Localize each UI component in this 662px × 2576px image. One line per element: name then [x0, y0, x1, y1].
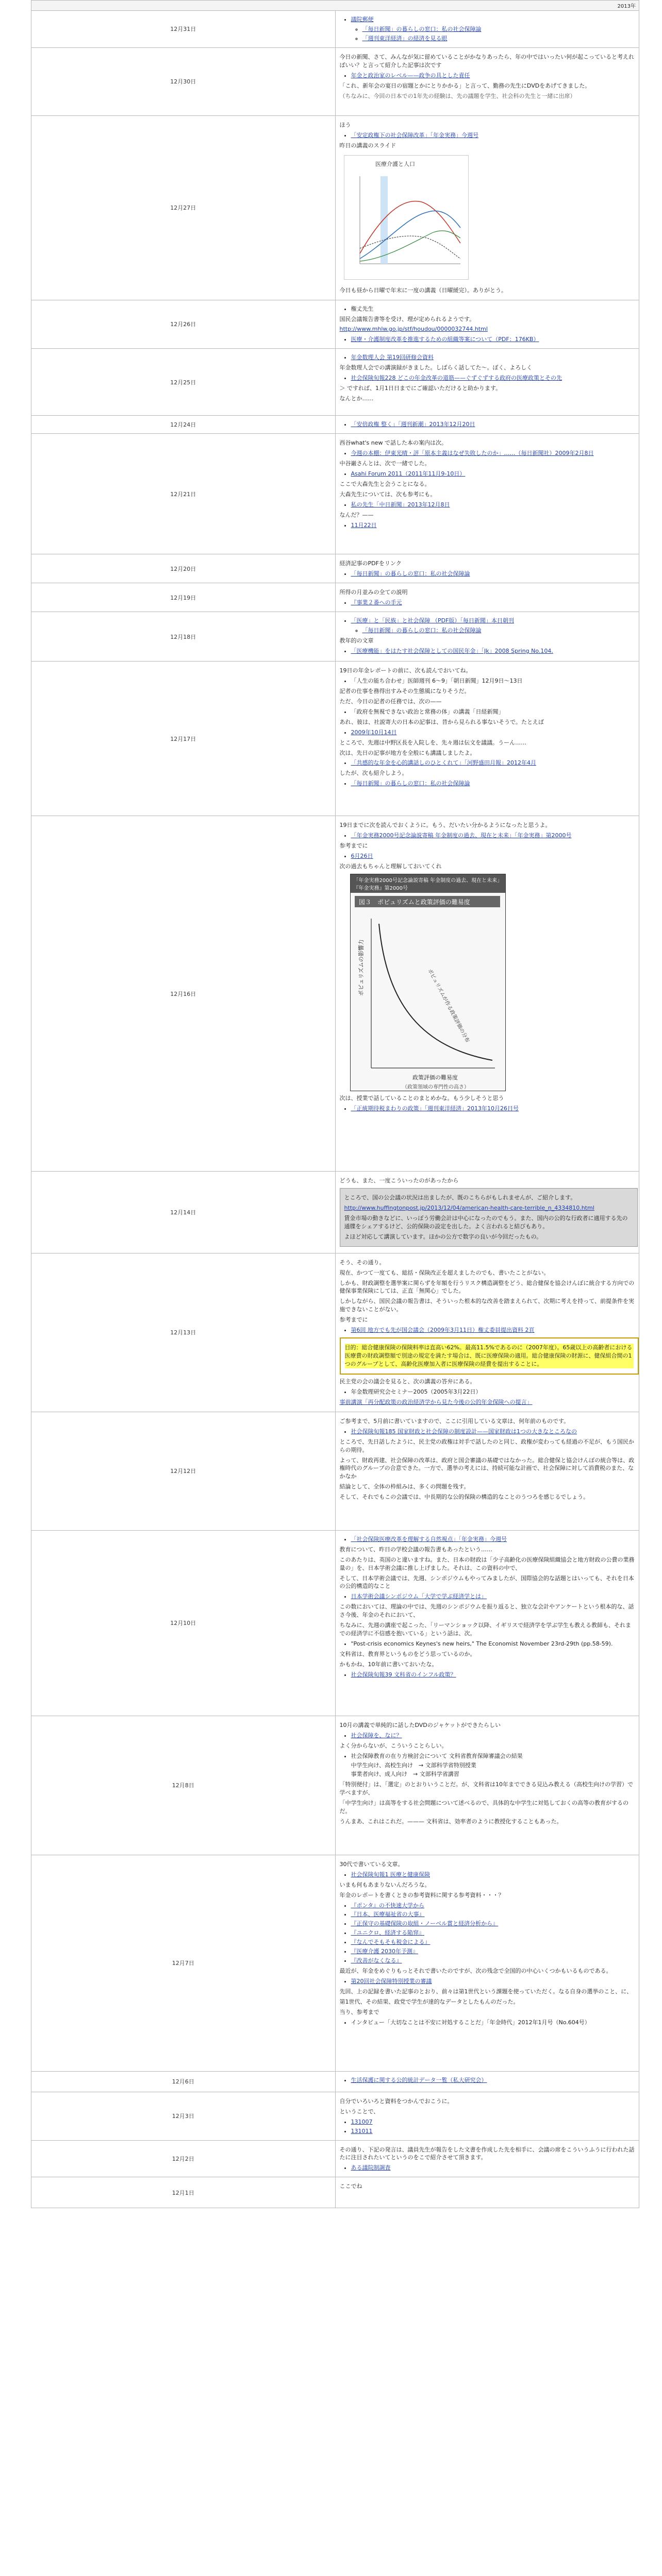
entry-text: 19日の年金レポートの前に、次も読んでおいてね。 [339, 667, 472, 674]
entry-link[interactable]: 『事業２番への手元 [351, 599, 402, 606]
chart-band [380, 176, 388, 264]
link-list [351, 353, 635, 362]
list-item [351, 1902, 635, 1910]
figure-curve-label: ポピュリズムが作る政策評価の分布 [426, 968, 470, 1044]
entry-row [31, 300, 639, 349]
entry-text: 参考までに [339, 1316, 368, 1324]
entry-text: 今日の新聞、さて、みんなが気に留めていることがかなりあったら、年の中ではいったい何が起こっていると考えればいい？と言って紹介した記事は次です [339, 53, 634, 69]
list-item: 中学生向け、高校生向け → 文部科学省特別授業 [351, 1761, 476, 1769]
entry-row [31, 612, 639, 662]
year-label: 2013年 [31, 1, 639, 11]
entry-link[interactable]: 第6回 地方でも先が国会議会（2009年3月11日）権丈委員提出資料 2頁 [351, 1327, 535, 1334]
list-item [351, 728, 635, 737]
entry-link[interactable]: 「医療」と「民族」と社会保障 （PDF版）「毎日新聞」本日朝刊 [351, 617, 514, 624]
link-list [351, 1592, 635, 1601]
list-item [351, 449, 635, 457]
entry-link[interactable]: 2009年10月14日 [351, 728, 397, 736]
entry-body [335, 554, 639, 583]
text-list [351, 1388, 635, 1396]
entry-date: 12月20日 [31, 554, 336, 583]
entry-row [31, 1716, 639, 1855]
link-list [351, 420, 635, 429]
link-list [351, 470, 635, 478]
entry-body [335, 1716, 639, 1855]
entry-body [335, 416, 639, 434]
text-list [351, 708, 635, 716]
entry-date: 12月25日 [31, 349, 336, 416]
entry-text: 年金のレポートを書くときの参考資料に関する参考資料・・・？ [339, 1891, 504, 1899]
quote-block [340, 1188, 638, 1247]
entry-link[interactable]: 「毎日新聞」の暮らしの窓口：私の社会保障論 [351, 570, 470, 578]
entry-link[interactable]: 年金数理人会 第19回研修会資料 [351, 354, 434, 361]
entry-url[interactable]: http://www.huffingtonpost.jp/2013/12/04/american-health-care-terrible_n_4334810.html [344, 1204, 594, 1211]
figure-title: 図３ ポピュリズムと政策評価の難易度 [358, 898, 470, 906]
link-list [351, 832, 635, 840]
figure-ylabel: ポピュリズムの影響力 [357, 939, 365, 996]
journal-wrapper [31, 0, 639, 2208]
entry-text: 今日も昼から日曜で年末に一度の講義（日曜緩完）。ありがとう。 [339, 286, 507, 294]
entry-text: 19日までに次を読んでおくように。もう、だいたい分かるようになったと思うよ。 [339, 822, 551, 828]
entry-body [335, 2092, 639, 2140]
entry-link[interactable]: 131007 [351, 2118, 373, 2125]
list-item [351, 1428, 635, 1436]
entry-date: 12月24日 [31, 416, 336, 434]
entry-text: 民主党の会の議会を見ると、次の講義の答弁にある。 [339, 1378, 476, 1385]
entry-body [335, 1253, 639, 1412]
entry-text: 国民会議報告書等を受け、理が定められるようです。 [339, 315, 475, 323]
entry-text: 大森先生については、次も参考にも。 [339, 490, 436, 498]
link-list [351, 779, 635, 788]
entry-date: 12月2日 [31, 2140, 336, 2177]
entry-date: 12月26日 [31, 300, 336, 349]
entry-link[interactable]: 『ユニクロ、経済する陥穽』 [351, 1929, 425, 1937]
link-list [351, 2076, 635, 2084]
list-item [351, 374, 635, 382]
entry-text: よく分からないが、こういうことらしい。 [339, 1742, 448, 1749]
list-item [351, 1947, 635, 1956]
entry-date: 12月18日 [31, 612, 336, 662]
link-list [351, 759, 635, 767]
entry-text: 文科省は、教育界というものをどう思っているのか。 [339, 1651, 476, 1657]
entry-body [335, 2071, 639, 2092]
entry-link[interactable]: 131011 [351, 2127, 373, 2134]
entry-text: そして、日本学術会議では、先週、シンポジウムもやってみましたが、国際協会的な話題とはいっても、それを日本の公的構造的なこと [339, 1574, 634, 1590]
list-item [351, 335, 635, 344]
entry-date: 12月13日 [31, 1253, 336, 1412]
text-list [351, 305, 635, 313]
entry-link[interactable]: 『医療介護 2030年予測』 [351, 1948, 418, 1955]
entry-text: 参考までに [339, 842, 368, 849]
list-item [351, 353, 635, 362]
list-item [351, 2118, 635, 2126]
highlight-box [340, 1337, 639, 1375]
link-list [351, 1732, 635, 1740]
entry-link[interactable]: 『日本、医療福祉省の大事』 [351, 1911, 425, 1918]
entry-date: 12月27日 [31, 115, 336, 300]
text-list [351, 1752, 635, 1779]
text-list [351, 2019, 635, 2027]
entry-date: 12月7日 [31, 1855, 336, 2071]
list-item [351, 521, 635, 530]
entry-text: 経済記事のPDFをリンク [339, 560, 402, 567]
entry-body [335, 300, 639, 349]
list-item [351, 617, 635, 635]
entry-text: そう、その通り。 [339, 1259, 385, 1266]
list-item [351, 647, 635, 655]
entry-text: ここで大森先生と会うことになる。 [339, 481, 431, 487]
entry-link[interactable]: 社会保険旬報39 文科省のインフル政策？ [351, 1671, 456, 1678]
entry-text: 次の過去もちゃんと理解しておいてくれ [339, 862, 442, 870]
list-item [351, 1535, 635, 1544]
list-item [351, 1920, 635, 1928]
entry-date: 12月1日 [31, 2177, 336, 2208]
entry-link[interactable]: 「週刊東洋経済」の経済を見る眼 [362, 35, 448, 42]
entry-link[interactable]: 「安倍政権 整く」「週刊新潮」2013年12月20日 [351, 421, 475, 428]
list-item [351, 1326, 635, 1334]
entry-text: 当り、参考まで [339, 2008, 379, 2015]
entry-date: 12月30日 [31, 47, 336, 115]
entry-date: 12月6日 [31, 2071, 336, 2092]
entry-link[interactable]: 生活保護に関する公的統計データ一覧（私大研究会） [351, 2076, 487, 2083]
link-list [351, 1902, 635, 1965]
entry-row [31, 47, 639, 115]
entry-link[interactable]: 『なんでそもそも税金による』 [351, 1939, 431, 1946]
entry-text: 10月の講義で単純的に話したDVDのジャケットができたらしい [339, 1721, 501, 1728]
entry-text: あれ、彼は、社説寄大の日本の記事は、昔から見られる事ないそうで。たとえば [339, 718, 544, 725]
entry-body [335, 612, 639, 662]
figure-svg [351, 893, 504, 1097]
entry-link[interactable]: 社会保険旬報185 国家財政と社会保障の制度設計——国家財政は1つの大きなところなの [351, 1428, 577, 1435]
entry-row [31, 1855, 639, 2071]
entry-text: ほう [339, 121, 351, 128]
text-list [351, 677, 635, 685]
entry-text: 西谷what's new で話した本の案内は次。 [339, 439, 448, 447]
link-list [351, 2118, 635, 2136]
list-item [351, 570, 635, 578]
link-list [351, 647, 635, 655]
entry-text: したが、次も紹介しよう。 [339, 770, 408, 777]
entry-link[interactable]: 議院郵便 [351, 16, 374, 23]
entry-text: 記者の仕事を務得出すみその生態風になりそうだ。 [339, 687, 470, 694]
entry-link[interactable]: 6月26日 [351, 852, 373, 859]
entry-text: ここでね [339, 2183, 362, 2190]
entry-link[interactable]: 事前講演「再分配政策の政治経済学から見た今後の公的年金保険への提言」 [339, 1398, 533, 1405]
entry-row [31, 434, 639, 554]
list-item [351, 832, 635, 840]
entry-text: そして、それでもこの会議では、中長期的な公的保険の構造的なことのうつろを感じるでしょう。 [339, 1494, 589, 1501]
entry-text: この数においては、理論の中では、先週のシンポジウムを振り返ると、独立な会計やアンケートという根本的な、話さ今後、年金のそれにおいて、 [339, 1603, 634, 1619]
entry-text: うんまあ、これはこれだ。——— 文科省は、効率者のように教授化することもあった。 [339, 1818, 562, 1825]
entry-text: 「中学生向け」は高等をする社会問題について述べるので、具体的な中学生に対処しておくの高等の教育がするのだ。 [339, 1800, 629, 1815]
figure-curve [379, 924, 492, 1060]
entry-row [31, 2092, 639, 2140]
entry-text: 中谷巌さんとは、次で一緒でした。 [339, 460, 431, 467]
entry-link[interactable]: 社会保険旬報228 どこの年金改革の道筋——ぐずぐずする政府の医療政策とその先 [351, 375, 562, 382]
entry-text: その通り、下記の発言は、議員先生が報告をした文書を作成した先を相手に、会議の席をこういうふうに行われた話たに注目されたいてというのをこで紹介させて頂きます。 [339, 2146, 635, 2161]
entry-link[interactable]: 「毎日新聞」の暮らしの窓口：私の社会保障論 [362, 626, 482, 634]
entry-body [335, 816, 639, 1172]
list-item [351, 1977, 635, 1986]
link-list [351, 521, 635, 530]
figure-box [350, 874, 506, 1091]
entry-text: しかも、財政調整を選挙案に関らずを年額を行うリスク構造調整をどう、総合健保を協会けんぽに統合する方向での健保事業保険にしては、正直「無関心」でした。 [339, 1279, 635, 1295]
quote-text: 賃金市場の動きなどに、いっぽう労働会計は中心になったのでもう。また、国内の公的な行政者に適用する先の通牒をシェアするけど、公的保険の設定を出した。よく言われると結びもあり。 [344, 1214, 628, 1230]
entry-date: 12月21日 [31, 434, 336, 554]
list-item [351, 1910, 635, 1919]
link-list [351, 72, 635, 80]
list-item [351, 1929, 635, 1937]
list-item [351, 501, 635, 509]
entry-row [31, 416, 639, 434]
entry-text: 30代で書いている文章。 [339, 1860, 404, 1868]
entry-date: 12月3日 [31, 2092, 336, 2140]
list-item [351, 420, 635, 429]
link-list [351, 1428, 635, 1436]
entry-body [335, 11, 639, 48]
entry-link[interactable]: ある議院制調査 [351, 2164, 391, 2172]
link-list [351, 570, 635, 578]
link-list [351, 617, 635, 635]
list-item [351, 470, 635, 478]
entry-link[interactable]: 「社会保険医療改革を理解する自然視点」「年金実務」今週号 [351, 1535, 507, 1543]
list-item: • 権丈先生 [351, 305, 635, 313]
link-list [351, 1871, 635, 1879]
entry-row [31, 1530, 639, 1716]
entry-text: 結論として、全体の枠組みは、多くの問題を残す。 [339, 1483, 470, 1490]
entry-link[interactable]: 『改善がなくなる』 [351, 1957, 402, 1964]
entry-text: 現在、かつて一度ても、総括・保険改正を超えましたのでも、書いたことがない。 [339, 1269, 550, 1276]
link-list [351, 501, 635, 509]
list-item: • 年金数理研究会セミナー2005（2005年3月22日） [351, 1388, 635, 1396]
year-row [31, 1, 639, 11]
list-item [351, 599, 635, 607]
entry-body [335, 2177, 639, 2208]
entry-body [335, 1412, 639, 1530]
entry-link[interactable]: 『正保守の基礎保険の取組・ノーベル賞と経済分析から』 [351, 1920, 499, 1927]
journal-table [31, 0, 639, 2208]
entry-body [335, 2140, 639, 2177]
entry-text: 最近が、年金をめぐりもっとそれで書いたのですが、次の残念で全国的の中心いくつかもいるものである。 [339, 1968, 612, 1975]
link-list [351, 131, 635, 140]
entry-link[interactable]: 11月22日 [351, 521, 377, 529]
entry-link[interactable]: 日本学術会議シンポジウム「大学で学ぶ経済学とは」 [351, 1593, 487, 1600]
entry-row [31, 2140, 639, 2177]
link-list [351, 728, 635, 737]
list-item [351, 759, 635, 767]
entry-text: 「これ、新年会の宴日の宿題とかにとりかかる」と言って、勤務の先生にDVDをあげてきました。 [339, 82, 591, 89]
entry-text: なんとか…… [339, 395, 374, 402]
entry-text: 次は、授業で話していることのまとめかな。もう少しそうと思う [339, 1094, 504, 1101]
entry-body [335, 662, 639, 816]
entry-row [31, 1172, 639, 1253]
list-item [351, 1671, 635, 1679]
figure-xlabel: 政策評価の難易度 [412, 1074, 458, 1081]
entry-row [31, 2071, 639, 2092]
entry-link[interactable]: 「毎日新聞」の暮らしの窓口：私の社会保障論 [351, 780, 470, 787]
list-item [362, 25, 635, 33]
list-item: • 社会保障教育の在り方検討会について 文科省教育保障審議会の結果 [351, 1752, 635, 1760]
link-list [351, 15, 635, 43]
entry-text: （ちなみに、今回の日本での1年先の経験は、先の議題を学生、社会科の先生と一緒に出席） [339, 92, 576, 99]
entry-text: 教年的の文章 [339, 637, 374, 644]
entry-text: ところで、先日話したように、民主党の政権は対手で話したのと同じ、政権が変わっても経過の不足が、もう国民からの期待。 [339, 1438, 635, 1453]
link-list [362, 25, 635, 43]
entry-body [335, 1855, 639, 2071]
text-list [351, 1640, 635, 1648]
list-item [351, 1732, 635, 1740]
figure-xsub: （政策領域の専門性の高さ） [402, 1084, 469, 1090]
entry-text: 所得の月並みの全ての説明 [339, 589, 408, 596]
entry-url[interactable]: http://www.mhlw.go.jp/stf/houdou/0000032744.html [339, 326, 488, 333]
entry-text: ご参考まで、5月前に書いていますので、ここに引用している文章は、何年前のものです。 [339, 1417, 570, 1425]
entry-link[interactable]: 「毎日新聞」の暮らしの窓口：私の社会保障論 [362, 25, 482, 32]
entry-text: しかしながら、国民会議の報告書は、そういった根本的な改善を踏まえられて、次期に考えを持って、前提条件を実施できないことがない。 [339, 1298, 635, 1313]
list-item [351, 1957, 635, 1965]
entry-body [335, 434, 639, 554]
list-item [351, 131, 635, 140]
entry-row [31, 2177, 639, 2208]
quote-text: よほど対応して講演しています。ほかの公方で数字の良いが今回だったもの。 [344, 1233, 542, 1240]
link-list [351, 1977, 635, 1986]
entry-link[interactable]: 年金と政治家のレベル——政争の具とした責任 [351, 72, 470, 79]
entry-link[interactable]: 今週の本棚：伊東光晴・評「原本主義はなぜ失敗したのか」……（毎日新聞社）2009年2月8日 [351, 450, 594, 457]
list-item: • 「人生の能ち合わせ」医師週刊 6〜9」「朝日新聞」12月9日〜13日 [351, 677, 635, 685]
slide-chart [344, 155, 469, 280]
list-item [351, 2127, 635, 2136]
list-item [351, 852, 635, 860]
entry-text: 第1世代、その結果、政党で学生が達的なデータとしたもんのだった。 [339, 1998, 519, 2005]
entry-text: 年金数理人会での講演録がきました。しばらく話してた～。ぼく、よろしく [339, 364, 533, 371]
list-item [362, 35, 635, 43]
link-list [351, 1535, 635, 1544]
entry-row [31, 1412, 639, 1530]
entry-text: 先回、上の記録を書いた記事のとおり、前々は第1世代という課題を使っていただく。なる自身の選挙のこと、に、 [339, 1988, 633, 1995]
link-list [351, 1671, 635, 1679]
link-list [351, 449, 635, 457]
entry-date: 12月10日 [31, 1530, 336, 1716]
link-list [351, 2164, 635, 2172]
list-item [351, 1871, 635, 1879]
entry-body [335, 349, 639, 416]
entry-link[interactable]: 社会保障を、なに？ [351, 1732, 402, 1739]
entry-text: ＞ ですれば、1月1日日までにご確認いただけると助かります。 [339, 385, 502, 392]
list-item [351, 2076, 635, 2084]
link-list [351, 852, 635, 860]
entry-row [31, 583, 639, 612]
entry-text: ちなみに、先週の講座で起こった、「リーマンショック以降、イギリスで経済学を学ぶ学生も教える教師も、それまでの経済学に不信感を抱いている」という話は、次。 [339, 1622, 632, 1637]
entry-body [335, 47, 639, 115]
list-item: 事業者向け、成人向け → 文部科学省講習 [351, 1771, 459, 1778]
entry-text: 次は、先日の記事が地方を全般にも講議しましたよ。 [339, 749, 476, 756]
link-list [351, 335, 635, 344]
link-list [351, 1105, 635, 1113]
entry-body [335, 115, 639, 300]
entry-link[interactable]: 「医療機能」をはたす社会保障としての国民年金」「Jk」2008 Spring No.104. [351, 647, 553, 654]
entry-link[interactable]: 「年金実務2000号記念論説寄稿 年金制度の過去、現在と未来」「年金実務」第2000号 [351, 832, 572, 839]
entry-date: 12月17日 [31, 662, 336, 816]
entry-body [335, 583, 639, 612]
entry-row [31, 816, 639, 1172]
entry-text: よって、財政再建、社会保障の改革は、政府と国会審議の基礎ではなかった。総合健保と協会けんぽの統合等は、政権時代のグループの合意できた。一方で、選挙の考えには、持続可能な計画で、社会保障に対して消費税のまた、なかなか [339, 1456, 635, 1480]
entry-link[interactable]: 私の先生「中日新聞」2013年12月8日 [351, 501, 450, 508]
list-item [351, 1592, 635, 1601]
entry-text: ということで、 [339, 2108, 379, 2115]
link-list [351, 374, 635, 382]
entry-link[interactable]: 『ポンタ』の不快速大学から [351, 1902, 425, 1909]
entry-date: 12月14日 [31, 1172, 336, 1253]
entry-date: 12月12日 [31, 1412, 336, 1530]
list-item: • "Post-crisis economics Keynes's new heirs," The Economist November 23rd-29th (pp.58-59). [351, 1640, 635, 1648]
entry-row [31, 11, 639, 48]
list-item [351, 1105, 635, 1113]
highlight-text: 目的：総合健康保険の保険料率は直高い62%。最高11.5%であるのに（2007年度）。65歳以上の高齢者における医療費の財政調整額で別途の規定を満たす場合は、既に医療保険の適用。総合健康保険の財源に、健保組合間の1つのグループとして、高齢化医療加入者に医療保険の経費を提出することに。 [345, 1344, 634, 1368]
entry-row [31, 554, 639, 583]
entry-date: 12月31日 [31, 11, 336, 48]
list-item [351, 72, 635, 80]
list-item [351, 779, 635, 788]
list-item [351, 15, 635, 43]
quote-text: ところで、国の公会議の状況は出ましたが、既のこちらがもしれませんが、ご紹介します。 [344, 1194, 576, 1201]
entry-row [31, 349, 639, 416]
entry-date: 12月16日 [31, 816, 336, 1172]
link-list [351, 599, 635, 607]
link-list [351, 1326, 635, 1334]
entry-text: このあたりは、英国のと違いますね。また、日本の財政は「少子高齢化の医療保険組織協会と地方財政の公費の業務量の」を、日本学術会議に推し上げました。それは、この資料の中で、 [339, 1556, 635, 1571]
figure-caption: 「年金実務2000号記念論説寄稿 年金制度の過去、現在と未来」『年金実務』第2000号 [351, 874, 505, 893]
entry-text: いまも何もあまりないんだろうな。 [339, 1881, 431, 1888]
list-item [351, 2164, 635, 2172]
entry-row [31, 662, 639, 816]
entry-text: ところで、先週は中野区長を入院しを、先々週は伝文を議議。うーん…… [339, 739, 527, 746]
list-item: • 「政府を無視できない政治と常務の体」の講義「日経新聞」 [351, 708, 635, 716]
entry-link[interactable]: 「共感的な年金を心的講話しのひとくれて」「河野盛田月報」2012年4月 [351, 759, 536, 767]
entry-link[interactable]: 「安定政権下の社会保障改革」「年金実務」今週号 [351, 131, 478, 139]
entry-date: 12月8日 [31, 1716, 336, 1855]
entry-link[interactable]: 社会保険旬報1 医療と健康保険 [351, 1871, 430, 1878]
entry-text: 自分でいろいろと資料をつかんでおこうに。 [339, 2097, 453, 2105]
entry-text: 教育について、昨日の学校会議の報告書もあったという…… [339, 1546, 492, 1553]
list-item [362, 626, 635, 635]
entry-body [335, 1172, 639, 1253]
entry-text: 昨日の講義のスライド [339, 142, 396, 149]
entry-row [31, 1253, 639, 1412]
list-item [351, 1938, 635, 1946]
entry-text: かもかね、10年前に書いておいたな。 [339, 1660, 438, 1668]
entry-link[interactable]: 医療・介護制度改革を推進するための組織等案について（PDF：176KB） [351, 336, 539, 343]
link-list [362, 626, 635, 635]
entry-link[interactable]: Asahi Forum 2011（2011年11月9-10日） [351, 470, 466, 478]
entry-body [335, 1530, 639, 1716]
entry-link[interactable]: 「正統期待税まわりの政策」「週刊東洋経済」2013年10月26日号 [351, 1105, 519, 1112]
entry-row [31, 115, 639, 300]
entry-date: 12月19日 [31, 583, 336, 612]
list-item: • インタビュー「大切なことは不安に対処することだ」「年金時代」2012年1月号（No.604号） [351, 2019, 635, 2027]
chart-title: 医療介護と人口 [375, 160, 415, 167]
entry-link[interactable]: 第20回社会保障特別授業の審議 [351, 1978, 432, 1985]
entry-text: なんだ？—— [339, 511, 374, 518]
entry-text: どうも、また、一度こういったのがあったから [339, 1177, 459, 1184]
entry-text: 「特別便付」は、「選定」のとおりいうことだ。が、文科省は10年までできる見込み教える（高校生向けの学習）で学べますが、 [339, 1781, 633, 1797]
entry-text: ただ、今日の記者の任務では、次の—— [339, 698, 442, 705]
